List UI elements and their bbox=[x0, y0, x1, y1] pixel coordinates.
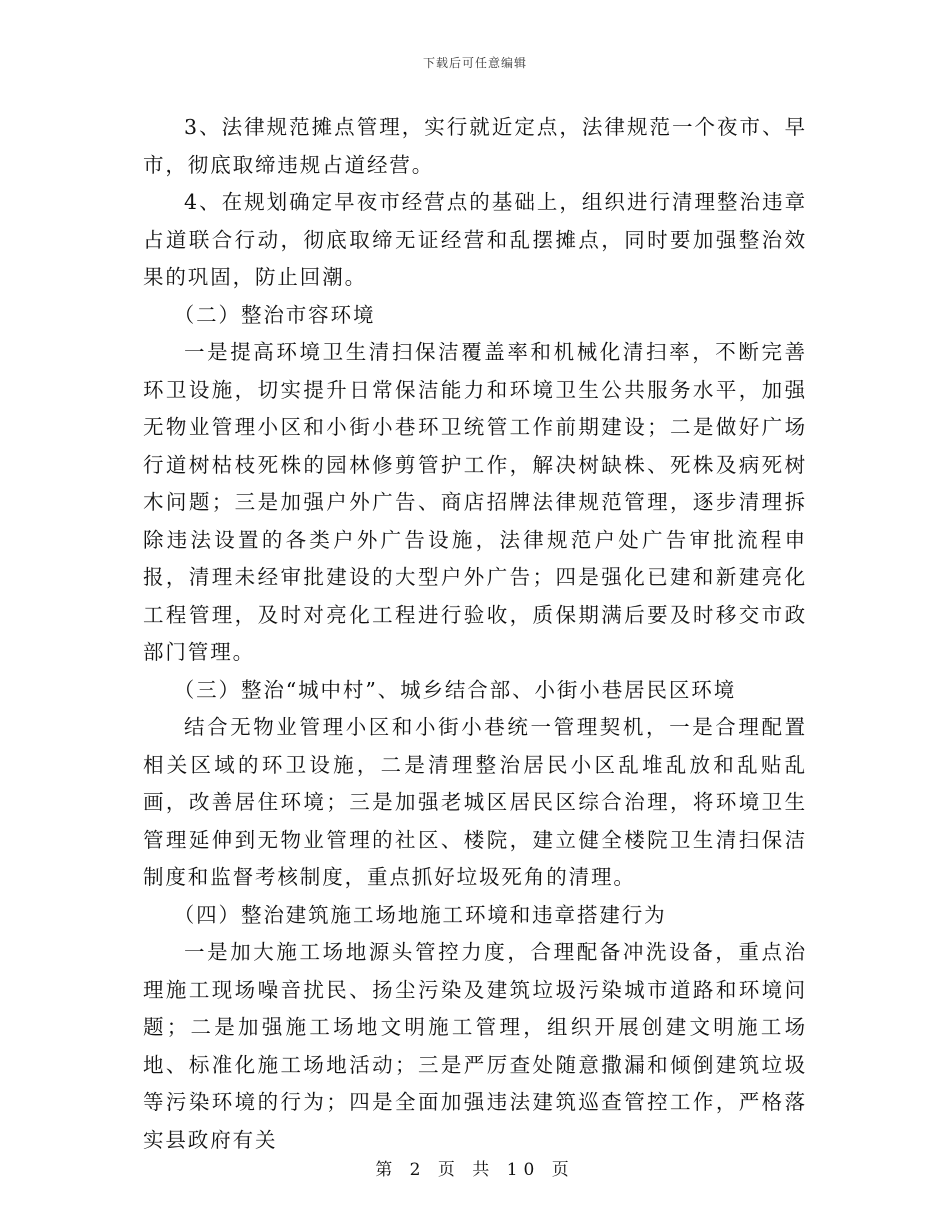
header-note: 下载后可任意编辑 bbox=[422, 56, 527, 70]
section-heading-3: （三）整治“城中村”、城乡结合部、小街小巷居民区环境 bbox=[173, 677, 737, 702]
page-number-footer: 第 2 页 共 10 页 bbox=[375, 1160, 575, 1180]
section-body-4: 一是加大施工场地源头管控力度，合理配备冲洗设备，重点治理施工现场噪音扰民、扬尘污染及建筑垃圾污染城市道路和环境问题；二是加强施工场地文明施工管理，组织开展创建文明施工场地、标准化施工场地活动；三是严厉查处随意撒漏和倾倒建筑垃圾等污染环境的行为；四是全面加强违法建筑巡查管控工作，严格落实县政府有关 bbox=[143, 940, 807, 1152]
paragraph-item-3: 3、法律规范摊点管理，实行就近定点，法律规范一个夜市、早市，彻底取缔违规占道经营。 bbox=[143, 115, 807, 177]
section-body-2: 一是提高环境卫生清扫保洁覆盖率和机械化清扫率，不断完善环卫设施，切实提升日常保洁能力和环境卫生公共服务水平，加强无物业管理小区和小街小巷环卫统管工作前期建设；二是做好广场行道树枯枝死株的园林修剪管护工作，解决树缺株、死株及病死树木问题；三是加强户外广告、商店招牌法律规范管理，逐步清理拆除违法设置的各类户外广告设施，法律规范户处广告审批流程申报，清理未经审批建设的大型户外广告；四是强化已建和新建亮化工程管理，及时对亮化工程进行验收，质保期满后要及时移交市政部门管理。 bbox=[143, 340, 807, 664]
paragraph-item-4: 4、在规划确定早夜市经营点的基础上，组织进行清理整治违章占道联合行动，彻底取缔无证经营和乱摆摊点，同时要加强整治效果的巩固，防止回潮。 bbox=[143, 190, 807, 289]
document-body bbox=[143, 109, 807, 1159]
section-heading-4: （四）整治建筑施工场地施工环境和违章搭建行为 bbox=[173, 902, 667, 927]
section-heading-2: （二）整治市容环境 bbox=[173, 302, 376, 327]
section-body-3: 结合无物业管理小区和小街小巷统一管理契机，一是合理配置相关区域的环卫设施，二是清理整治居民小区乱堆乱放和乱贴乱画，改善居住环境；三是加强老城区居民区综合治理，将环境卫生管理延伸到无物业管理的社区、楼院，建立健全楼院卫生清扫保洁制度和监督考核制度，重点抓好垃圾死角的清理。 bbox=[143, 715, 807, 889]
